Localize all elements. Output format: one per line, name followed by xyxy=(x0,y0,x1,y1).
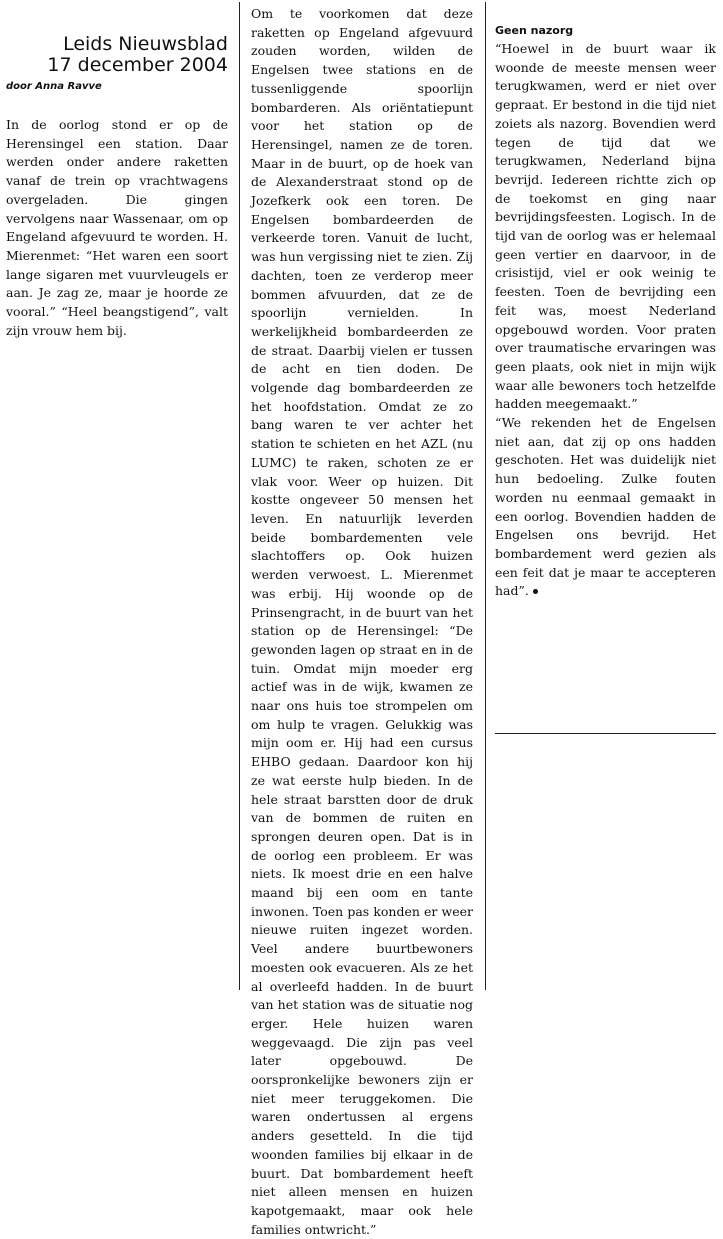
article-paragraph: Om te voorkomen dat deze raketten op Engeland afgevuurd zouden worden, wilden de Engelsen twee stations en de tussenliggende spoorlijn bombarderen. Als oriëntatiepunt voor het station op de Herensingel, namen ze de toren. Maar in de buurt, op de hoek van de Alexanderstraat stond op de Jozefkerk ook een toren. De Engelsen bombardeerden de verkeerde toren. Vanuit de lucht, was hun vergissing niet te zien. Zij dachten, toen ze verderop meer bommen afvuurden, dat ze de spoorlijn vernielden. In werkelijkheid bombardeerden ze de straat. Daarbij vielen er tussen de acht en tien doden. De volgende dag bombardeerden ze het hoofdstation. Omdat ze zo bang waren te ver achter het station te schieten en het AZL (nu LUMC) te raken, schoten ze er vlak voor. Weer op huizen. Dit kostte ongeveer 50 mensen het leven. En natuurlijk leverden beide bombardementen vele slachtoffers op. Ook huizen werden verwoest. L. Mierenmet was erbij. Hij woonde op de Prinsengracht, in de buurt van het station op de Herensingel: “De gewonden lagen op straat en in de tuin. Omdat mijn moeder erg actief was in de wijk, kwamen ze naar ons huis toe strompelen om om hulp te vragen. Gelukkig was mijn oom er. Hij had een cursus EHBO gedaan. Daardoor kon hij ze wat eerste hulp bieden. In de hele straat barstten door de druk van de bommen de ruiten en sprongen deuren open. Dat is in de oorlog een probleem. Er was niets. Ik moest drie en een halve maand bij een oom en tante inwonen. Toen pas konden er weer nieuwe ruiten ingezet worden. Veel andere buurtbewoners moesten ook evacueren. Als ze het al overleefd hadden. In de buurt van het station was de situatie nog erger. Hele huizen waren weggevaagd. Die zijn pas veel later opgebouwd. De oorspronkelijke bewoners zijn er niet meer teruggekomen. Die waren ondertussen al ergens anders gesetteld. In die tijd woonden families bij elkaar in de buurt. Dat bombardement heeft niet alleen mensen en huizen kapotgemaakt, maar ook hele families ontwricht.” xyxy=(251,6,473,1237)
end-of-article-bullet xyxy=(533,589,538,594)
article-closing-text: “We rekenden het de Engelsen niet aan, dat zij op ons hadden geschoten. Het was duidelijk niet hun bedoeling. Zulke fouten worden nu eenmaal gemaakt in een oorlog. Bovendien hadden de Engelsen ons bevrijd. Het bombardement werd gezien als een feit dat je maar te accepteren had”. xyxy=(495,415,716,599)
section-subheading: Geen nazorg xyxy=(495,24,574,37)
article-column-2 xyxy=(251,5,473,1237)
article-paragraph-last xyxy=(495,414,716,601)
article-column-3 xyxy=(495,5,716,601)
byline: door Anna Ravve xyxy=(6,81,102,92)
article-end-rule xyxy=(495,733,716,734)
masthead xyxy=(6,34,228,94)
newspaper-name: Leids Nieuwsblad xyxy=(63,33,228,55)
column-divider xyxy=(239,2,240,990)
column-divider xyxy=(485,2,486,990)
article-paragraph: In de oorlog stond er op de Herensingel een station. Daar werden onder andere raketten vanaf de trein op vrachtwagens overgeladen. Die gingen vervolgens naar Wassenaar, om op Engeland afgevuurd te worden. H. Mierenmet: “Het waren een soort lange sigaren met vuurvleugels er aan. Je zag ze, maar je hoorde ze vooral.” “Heel beangstigend”, valt zijn vrouw hem bij. xyxy=(6,117,228,338)
article-paragraph: “Hoewel in de buurt waar ik woonde de meeste mensen weer terugkwamen, werd er niet over gepraat. Er bestond in die tijd niet zoiets als nazorg. Bovendien werd tegen de tijd dat we terugkwamen, Nederland bijna bevrijd. Iedereen richtte zich op de toekomst en ging naar bevrijdingsfeesten. Logisch. In de tijd van de oorlog was er helemaal geen vertier en daarvoor, in de crisistijd, viel er ook weinig te feesten. Toen de bevrijding een feit was, moest Nederland opgebouwd worden. Voor praten over traumatische ervaringen was geen plaats, ook niet in mijn wijk waar alle bewoners toch hetzelfde hadden meegemaakt.” xyxy=(495,41,716,412)
publication-date: 17 december 2004 xyxy=(47,54,228,76)
article-column-1 xyxy=(6,116,228,340)
